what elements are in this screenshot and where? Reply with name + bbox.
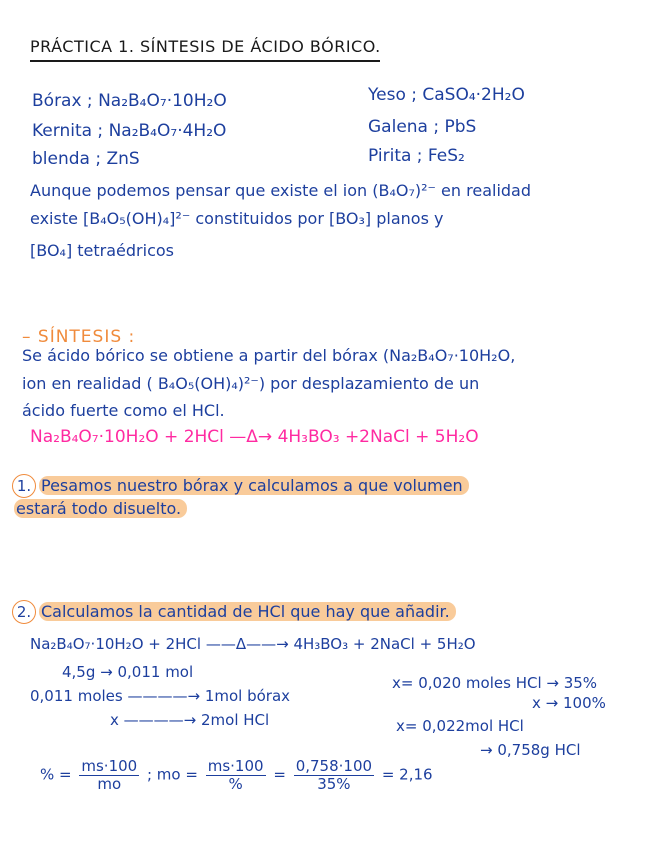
intro-line-1: Aunque podemos pensar que existe el ion (B₄O₇)²⁻ en realidad bbox=[30, 181, 531, 200]
page-title: PRÁCTICA 1. SÍNTESIS DE ÁCIDO BÓRICO. bbox=[30, 37, 381, 56]
percent-formula bbox=[40, 758, 433, 792]
mass-conversion: 4,5g → 0,011 mol bbox=[62, 663, 194, 681]
mineral-borax: Bórax ; Na₂B₄O₇·10H₂O bbox=[32, 91, 227, 111]
mineral-yeso: Yeso ; CaSO₄·2H₂O bbox=[368, 85, 525, 105]
synthesis-equation: Na₂B₄O₇·10H₂O + 2HCl —Δ→ 4H₃BO₃ +2NaCl + 5H₂O bbox=[30, 427, 479, 447]
intro-line-3: [BO₄] tetraédricos bbox=[30, 241, 174, 260]
ratio-row-2: x ————→ 2mol HCl bbox=[110, 711, 270, 729]
formula-lhs: % = bbox=[40, 765, 72, 784]
mineral-galena: Galena ; PbS bbox=[368, 117, 477, 137]
step2-number-circle: 2. bbox=[12, 600, 36, 624]
percent-row-1: x= 0,020 moles HCl → 35% bbox=[392, 674, 598, 692]
title-underline bbox=[30, 60, 380, 62]
step2-equation: Na₂B₄O₇·10H₂O + 2HCl ——Δ——→ 4H₃BO₃ + 2NaCl + 5H₂O bbox=[30, 635, 476, 653]
percent-row-2: x → 100% bbox=[532, 694, 606, 712]
step2-highlight: Calculamos la cantidad de HCl que hay que añadir. bbox=[39, 602, 456, 621]
synthesis-line-1: Se ácido bórico se obtiene a partir del bórax (Na₂B₄O₇·10H₂O, bbox=[22, 346, 516, 365]
synthesis-heading: – SÍNTESIS : bbox=[22, 327, 136, 347]
formula-result: = 2,16 bbox=[381, 765, 433, 784]
ratio-row-1: 0,011 moles ————→ 1mol bórax bbox=[30, 687, 291, 705]
fraction-3: $\frac{0,758\cdot 100}{35\%}$ bbox=[295, 757, 373, 793]
fraction-2: ms·100 % bbox=[207, 757, 264, 793]
step1-line-1 bbox=[12, 474, 469, 498]
formula-mid: ; mo = bbox=[146, 765, 198, 784]
synthesis-line-3: ácido fuerte como el HCl. bbox=[22, 401, 225, 420]
step1-number-circle: 1. bbox=[12, 474, 36, 498]
mineral-kernita: Kernita ; Na₂B₄O₇·4H₂O bbox=[32, 121, 227, 141]
fraction-1: $\frac{ms\cdot 100}{mo}$ bbox=[81, 757, 138, 793]
mineral-pirita: Pirita ; FeS₂ bbox=[368, 146, 465, 166]
result-row-1: x= 0,022mol HCl bbox=[396, 717, 524, 735]
step1-line-2 bbox=[14, 500, 187, 518]
formula-equals: = bbox=[273, 765, 286, 784]
synthesis-line-2: ion en realidad ( B₄O₅(OH)₄)²⁻) por desplazamiento de un bbox=[22, 374, 480, 393]
step1-highlight-2: estará todo disuelto. bbox=[14, 499, 187, 518]
intro-line-2: existe [B₄O₅(OH)₄]²⁻ constituidos por [BO₃] planos y bbox=[30, 209, 444, 228]
result-row-2: → 0,758g HCl bbox=[480, 741, 581, 759]
mineral-blenda: blenda ; ZnS bbox=[32, 149, 140, 169]
step2-heading bbox=[12, 600, 456, 624]
step1-highlight-1: Pesamos nuestro bórax y calculamos a que volumen bbox=[39, 476, 469, 495]
